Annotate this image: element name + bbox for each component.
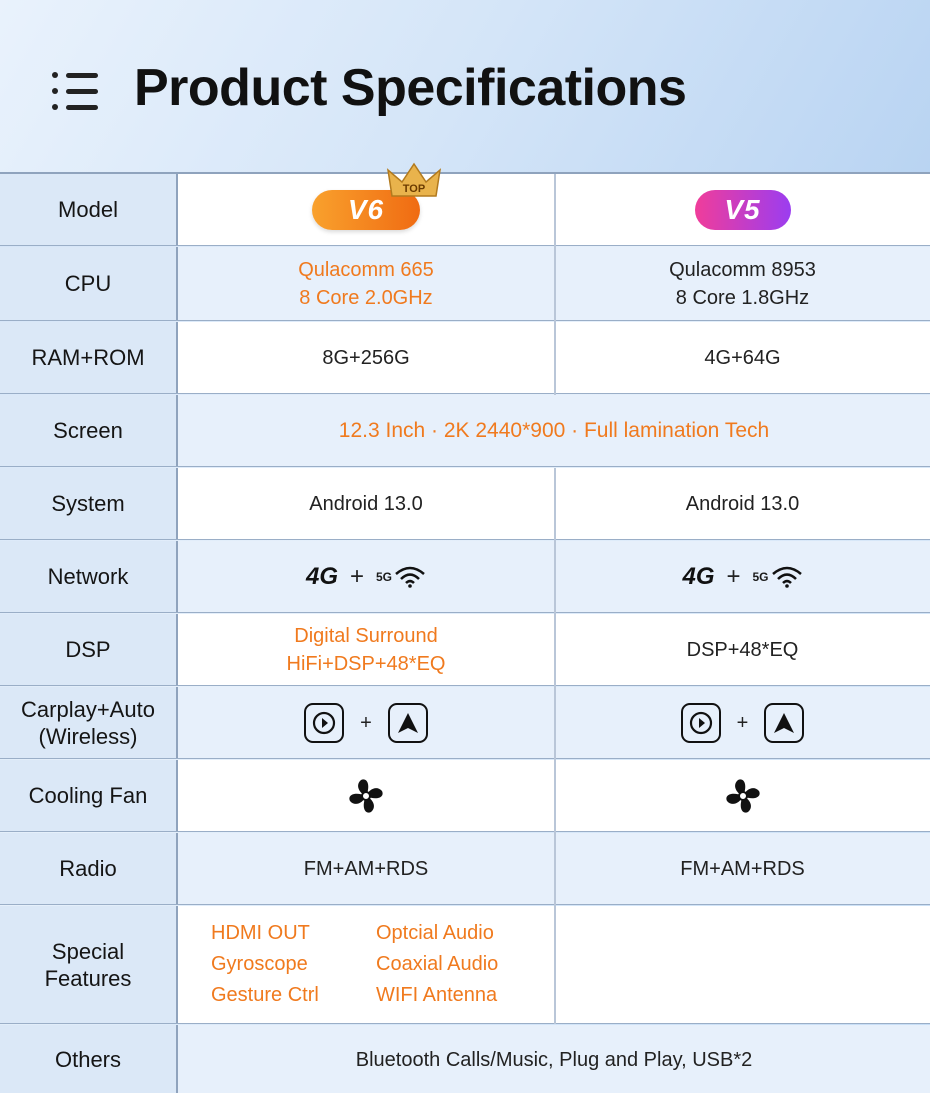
radio-v6-value: FM+AM+RDS bbox=[303, 858, 429, 880]
android-auto-icon bbox=[388, 703, 428, 743]
radio-v5-value: FM+AM+RDS bbox=[680, 858, 805, 880]
model-v5-cell bbox=[555, 174, 930, 246]
row-label-dsp bbox=[0, 614, 178, 686]
v6-badge: V6 bbox=[312, 190, 420, 230]
radio-v6-cell bbox=[178, 833, 554, 905]
special-features-list bbox=[211, 922, 536, 1007]
others-value: Bluetooth Calls/Music, Plug and Play, USB*2 bbox=[355, 1049, 753, 1071]
row-label-network bbox=[0, 541, 178, 613]
row-label-ram bbox=[0, 322, 178, 393]
plus-sign: + bbox=[360, 712, 372, 734]
radio-v5-cell bbox=[555, 833, 930, 905]
label-text: Cooling Fan bbox=[28, 783, 148, 809]
fan-icon bbox=[722, 775, 764, 817]
feature-item: Gyroscope bbox=[211, 953, 308, 975]
cpu-v6-cell bbox=[178, 247, 554, 320]
carplay-v6-cell bbox=[178, 687, 554, 759]
system-v6-value: Android 13.0 bbox=[309, 493, 423, 515]
model-v6-cell bbox=[178, 174, 554, 246]
crown-icon bbox=[386, 162, 442, 204]
cpu-v5-line2: 8 Core 1.8GHz bbox=[675, 286, 810, 309]
dsp-v5-value: DSP+48*EQ bbox=[686, 639, 799, 661]
dsp-v6-line2: HiFi+DSP+48*EQ bbox=[286, 653, 446, 675]
system-v6-cell bbox=[178, 468, 554, 540]
plus-sign: + bbox=[736, 712, 749, 734]
header bbox=[0, 0, 930, 172]
row-label-others bbox=[0, 1025, 178, 1093]
carplay-icon bbox=[304, 703, 344, 743]
row-label-fan bbox=[0, 760, 178, 832]
label-text: Special bbox=[51, 938, 125, 964]
row-label-cpu bbox=[0, 247, 178, 320]
system-v5-cell bbox=[555, 468, 930, 540]
special-v5-cell bbox=[555, 906, 930, 1024]
wifi-icon bbox=[394, 566, 426, 588]
dsp-v5-cell bbox=[555, 614, 930, 686]
label-text: Features bbox=[44, 966, 132, 991]
fan-v5-cell bbox=[555, 760, 930, 832]
label-text: Others bbox=[54, 1047, 122, 1073]
label-text: DSP bbox=[65, 637, 111, 663]
feature-item: Coaxial Audio bbox=[376, 953, 499, 975]
label-text: Screen bbox=[53, 418, 123, 444]
row-label-system bbox=[0, 468, 178, 540]
others-cell bbox=[178, 1025, 930, 1093]
label-text: RAM+ROM bbox=[31, 344, 145, 370]
list-icon bbox=[52, 70, 98, 112]
row-label-special bbox=[0, 906, 178, 1024]
feature-item: HDMI OUT bbox=[211, 922, 310, 944]
cpu-v6-line1: Qulacomm 665 bbox=[298, 258, 434, 281]
row-label-radio bbox=[0, 833, 178, 905]
row-label-model bbox=[0, 174, 178, 246]
feature-item: Optcial Audio bbox=[376, 922, 494, 944]
dsp-v6-cell bbox=[178, 614, 554, 686]
page-title: Product Specifications bbox=[134, 59, 687, 117]
5g-label: 5G bbox=[376, 570, 393, 584]
feature-item: Gesture Ctrl bbox=[211, 984, 319, 1006]
network-v6-cell bbox=[178, 541, 554, 613]
wifi-icon bbox=[771, 566, 803, 588]
feature-item: WIFI Antenna bbox=[376, 984, 498, 1006]
label-text: Model bbox=[58, 197, 118, 223]
ram-v6-cell bbox=[178, 322, 554, 393]
v5-badge: V5 bbox=[695, 190, 791, 230]
system-v5-value: Android 13.0 bbox=[685, 493, 800, 515]
crown-text: TOP bbox=[402, 183, 426, 195]
fan-icon bbox=[345, 775, 387, 817]
screen-value: 12.3 Inch · 2K 2440*900 · Full lamination Tech bbox=[338, 419, 770, 443]
label-text: Network bbox=[47, 564, 129, 590]
spec-table bbox=[0, 172, 930, 1093]
row-label-carplay bbox=[0, 687, 178, 759]
plus-sign: + bbox=[726, 563, 741, 590]
dsp-v6-line1: Digital Surround bbox=[294, 625, 438, 647]
4g-icon: 4G bbox=[305, 563, 338, 590]
label-text: Radio bbox=[59, 856, 117, 882]
label-text: CPU bbox=[64, 270, 112, 296]
network-v5-cell bbox=[555, 541, 930, 613]
cpu-v6-line2: 8 Core 2.0GHz bbox=[299, 286, 433, 309]
carplay-icon bbox=[681, 703, 721, 743]
cpu-v5-line1: Qulacomm 8953 bbox=[669, 258, 816, 281]
android-auto-icon bbox=[764, 703, 804, 743]
cpu-v5-cell bbox=[555, 247, 930, 320]
ram-v6-value: 8G+256G bbox=[322, 346, 410, 369]
fan-v6-cell bbox=[178, 760, 554, 832]
5g-label: 5G bbox=[752, 570, 769, 584]
label-text: Carplay+Auto bbox=[21, 696, 155, 722]
label-subtext: (Wireless) bbox=[38, 724, 138, 749]
carplay-v5-cell bbox=[555, 687, 930, 759]
row-label-screen bbox=[0, 395, 178, 467]
4g-icon: 4G bbox=[682, 563, 715, 590]
screen-cell bbox=[178, 395, 930, 467]
ram-v5-cell bbox=[555, 322, 930, 393]
ram-v5-value: 4G+64G bbox=[704, 346, 781, 369]
label-text: System bbox=[51, 491, 125, 517]
plus-sign: + bbox=[349, 563, 364, 590]
